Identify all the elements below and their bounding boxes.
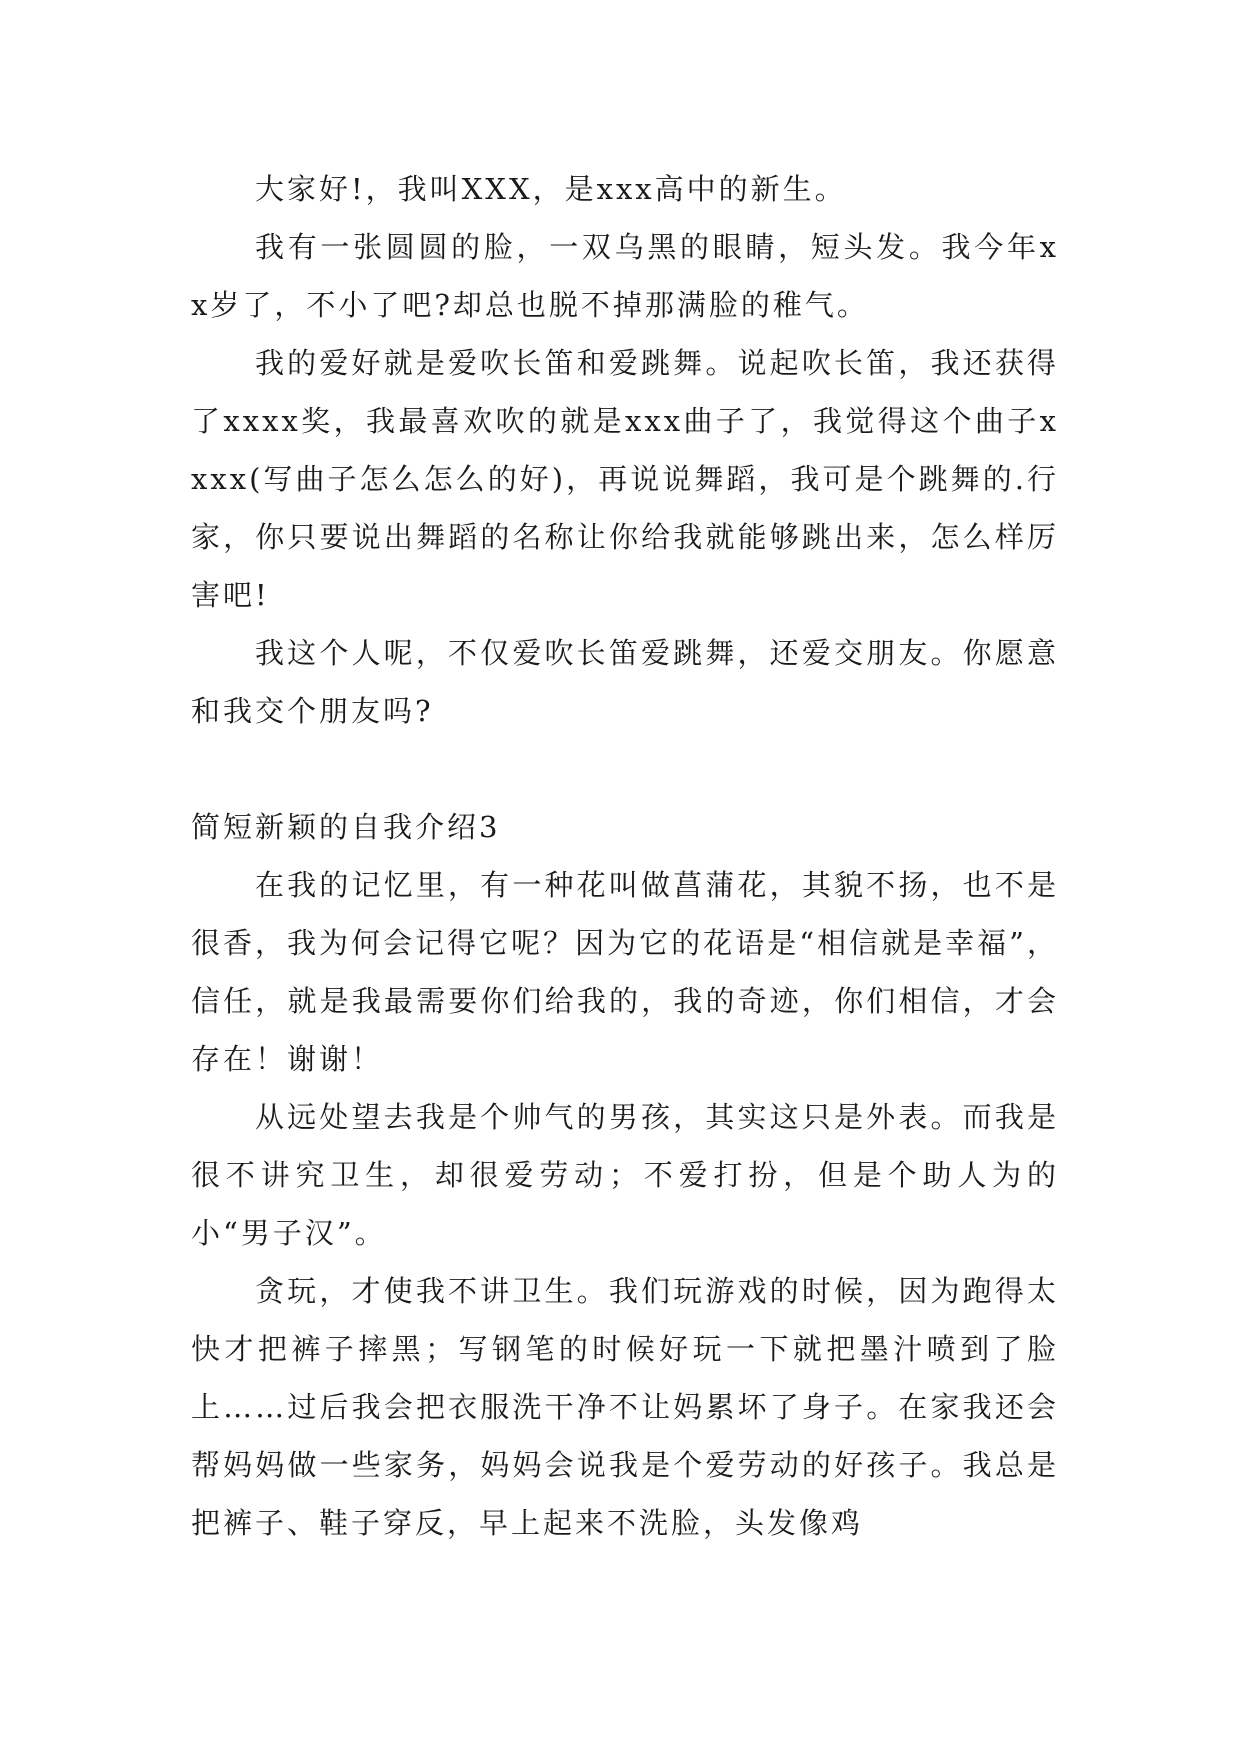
paragraph-appearance: 我有一张圆圆的脸，一双乌黑的眼睛，短头发。我今年xx岁了，不小了吧?却总也脱不掉那满脸的稚气。 [191,230,1059,322]
document-body [191,160,1059,1552]
paragraph-greeting: 大家好!，我叫XXX，是xxx高中的新生。 [255,172,847,206]
paragraph-playful: 贪玩，才使我不讲卫生。我们玩游戏的时候，因为跑得太快才把裤子摔黑；写钢笔的时候好玩一下就把墨汁喷到了脸上……过后我会把衣服洗干净不让妈累坏了身子。在家我还会帮妈妈做一些家务，妈妈会说我是个爱劳动的好孩子。我总是把裤子、鞋子穿反，早上起来不洗脸，头发像鸡 [191,1274,1059,1540]
paragraph-hobbies: 我的爱好就是爱吹长笛和爱跳舞。说起吹长笛，我还获得了xxxx奖，我最喜欢吹的就是xxx曲子了，我觉得这个曲子xxxx(写曲子怎么怎么的好)，再说说舞蹈，我可是个跳舞的.行家，你只要说出舞蹈的名称让你给我就能够跳出来，怎么样厉害吧! [191,346,1059,612]
paragraph-flower: 在我的记忆里，有一种花叫做菖蒲花，其貌不扬，也不是很香，我为何会记得它呢？因为它的花语是“相信就是幸福”，信任，就是我最需要你们给我的，我的奇迹，你们相信，才会存在！谢谢！ [191,868,1059,1076]
section-title: 简短新颖的自我介绍3 [191,810,501,844]
paragraph-boy: 从远处望去我是个帅气的男孩，其实这只是外表。而我是很不讲究卫生，却很爱劳动；不爱打扮，但是个助人为的小“男子汉”。 [191,1100,1059,1250]
paragraph-friends: 我这个人呢，不仅爱吹长笛爱跳舞，还爱交朋友。你愿意和我交个朋友吗? [191,636,1059,728]
